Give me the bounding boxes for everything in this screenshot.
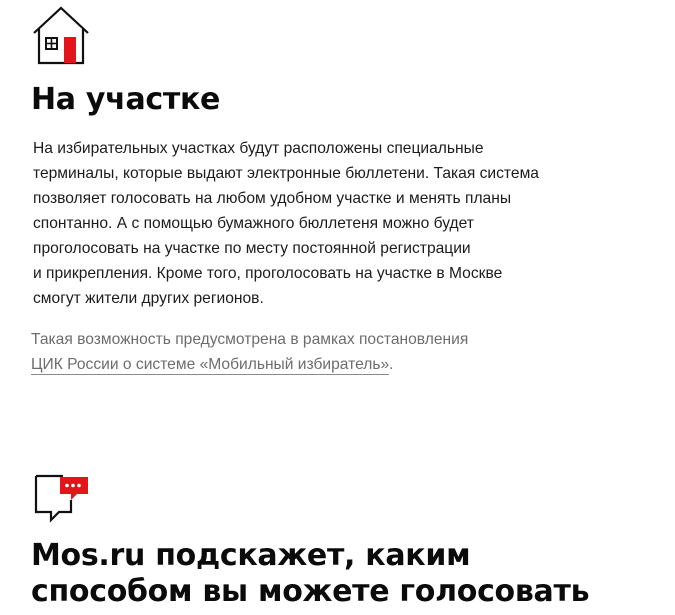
note-link-suffix: . — [389, 356, 394, 373]
section-title-mosru — [31, 538, 589, 610]
paragraph-line: терминалы, которые выдают электронные бюллетени. Такая система — [33, 165, 539, 182]
section-title-polling: На участке — [31, 82, 221, 117]
paragraph-line: смогут жители других регионов. — [33, 290, 264, 307]
chat-bubble-icon — [33, 474, 91, 524]
polling-description — [33, 136, 633, 311]
note-line-with-link — [31, 352, 631, 377]
paragraph-line: и прикрепления. Кроме того, проголосовать на участке в Москве — [33, 265, 503, 282]
paragraph-line: На избирательных участках будут расположены специальные — [33, 140, 484, 157]
cik-regulation-link[interactable]: ЦИК России о системе «Мобильный избиратель» — [31, 356, 390, 373]
title-line: Mos.ru подскажет, каким — [31, 538, 471, 573]
paragraph-line: проголосовать на участке по месту постоянной регистрации — [33, 240, 471, 257]
paragraph-line: спонтанно. А с помощью бумажного бюллетеня можно будет — [33, 215, 474, 232]
note-line: Такая возможность предусмотрена в рамках постановления — [31, 331, 469, 348]
title-line: способом вы можете голосовать — [31, 574, 590, 609]
regulation-note — [31, 327, 631, 377]
paragraph-line: позволяет голосовать на любом удобном участке и менять планы — [33, 190, 512, 207]
house-icon — [31, 4, 91, 66]
